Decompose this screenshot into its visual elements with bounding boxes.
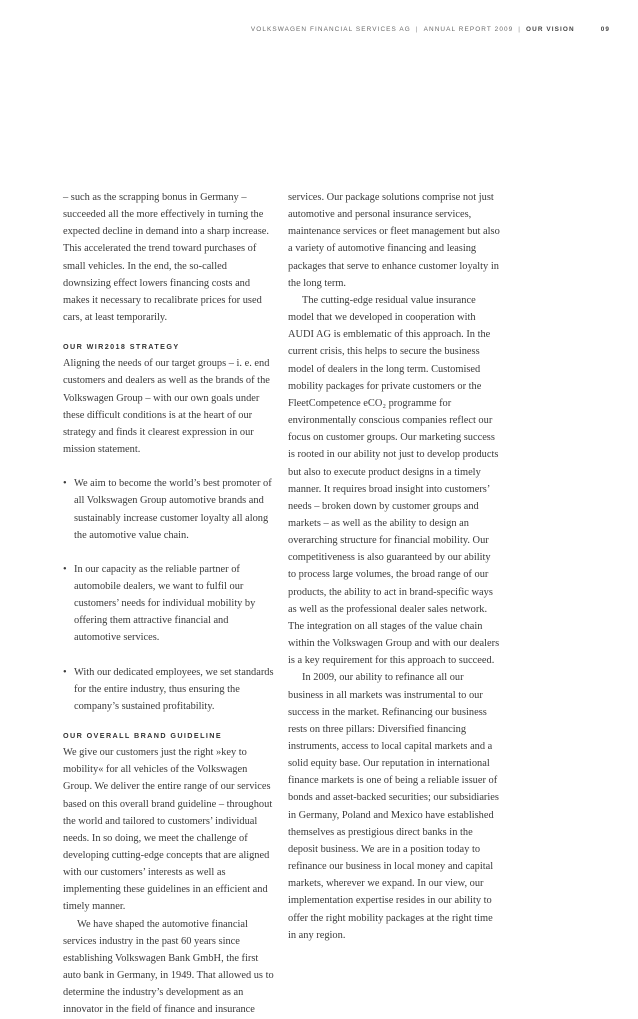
bullet-text: We aim to become the world’s best promoter of all Volkswagen Group automotive brands and sustainably increase customer loyalty all along the automotive value chain.: [74, 478, 272, 541]
header-section: OUR VISION: [526, 26, 575, 33]
strategy-heading: OUR WIR2018 STRATEGY: [63, 342, 180, 352]
header-divider: |: [518, 26, 522, 33]
services-paragraph: services. Our package solutions comprise not just automotive and personal insurance services, maintenance services or fleet management but also a variety of automotive financing and leasing packages that serve to enhance customer loyalty in the long term.: [288, 192, 500, 289]
header-company: VOLKSWAGEN FINANCIAL SERVICES AG: [250, 26, 411, 33]
brand-paragraph: We give our customers just the right »key to mobility« for all vehicles of the Volkswagen Group. We deliver the entire range of our services based on this overall brand guideline – throughout the world and tailored to customers’ individual needs. In so doing, we meet the challenge of developing cutting-edge concepts that are aligned with our customers’ interests as well as implementing these guidelines in an efficient and timely manner.: [63, 747, 273, 913]
brand-heading: OUR OVERALL BRAND GUIDELINE: [63, 731, 223, 741]
strategy-paragraph: Aligning the needs of our target groups – i. e. end customers and dealers as well as the brands of the Volkswagen Group – with our own goals under these difficult conditions is at the heart of our strategy and finds it clearest expression in our mission statement.: [63, 358, 270, 456]
bullet-mark: •: [63, 478, 67, 490]
header-report: ANNUAL REPORT 2009: [423, 26, 514, 33]
bullet-text: With our dedicated employees, we set standards for the entire industry, thus ensuring the company’s sustained profitability.: [74, 666, 274, 712]
mission-bullet: [63, 664, 275, 715]
left-column: [63, 189, 275, 1019]
history-paragraph: We have shaped the automotive financial services industry in the past 60 years since establishing Volkswagen Bank GmbH, the first auto bank in Germany, in 1949. That allowed us to determine the industry’s development as an innovator in the field of finance and insurance: [63, 918, 274, 1016]
running-header: [251, 26, 610, 40]
intro-paragraph: – such as the scrapping bonus in Germany – succeeded all the more effectively in turning the expected decline in demand into a sharp increase. This accelerated the trend toward purchases of small vehicles. In the end, the so-called downsizing effect lowers financing costs and makes it necessary to recalibrate prices for used cars, at least temporarily.: [63, 192, 269, 324]
bullet-mark: •: [63, 666, 67, 678]
residual-value-paragraph: The cutting-edge residual value insurance model that we developed in cooperation with AUDI AG is emblematic of this approach. In the current crisis, this helps to secure the business model of dealers in the long term. Customised mobility packages for private customers or the FleetCompetence eCO₂ programme for environmentally conscious companies reflect our focus on customer groups. Our marketing success is rooted in our ability not just to develop products but also to execute product designs in a timely manner. It requires broad insight into customers’ needs – broken down by customer groups and markets – as well as the ability to design an overarching structure for financial mobility. Our competitiveness is also guaranteed by our ability to process large volumes, the broad range of our products, the ability to act in brand-specific ways as well as the professional dealer sales network. The integration on all stages of the value chain within the Volkswagen Group and with our dealers is a key requirement for this approach to succeed.: [288, 294, 500, 667]
bullet-text: In our capacity as the reliable partner of automobile dealers, we want to fulfil our customers’ needs for individual mobility by offering them attractive financial and automotive services.: [74, 563, 256, 644]
refinancing-paragraph: In 2009, our ability to refinance all our business in all markets was instrumental to our success in the market. Refinancing our business rests on three pillars: Diversified financing instruments, access to local capital markets and a solid equity base. Our reputation in international finance markets is one of being a reliable issuer of bonds and asset-backed securities; our subsidiaries in Germany, Poland and Mexico have established themselves as prestigious direct banks in the deposit business. We are in a position today to refinance our business in local money and capital markets, wherever we expand. In our view, our implementation expertise resides in our ability to offer the right mobility packages at the right time in any region.: [288, 672, 499, 941]
mission-bullet: [63, 561, 275, 647]
right-column: [288, 189, 500, 944]
page-number: 09: [600, 26, 610, 33]
bullet-mark: •: [63, 563, 67, 575]
mission-bullet: [63, 475, 275, 544]
header-divider: |: [415, 26, 419, 33]
